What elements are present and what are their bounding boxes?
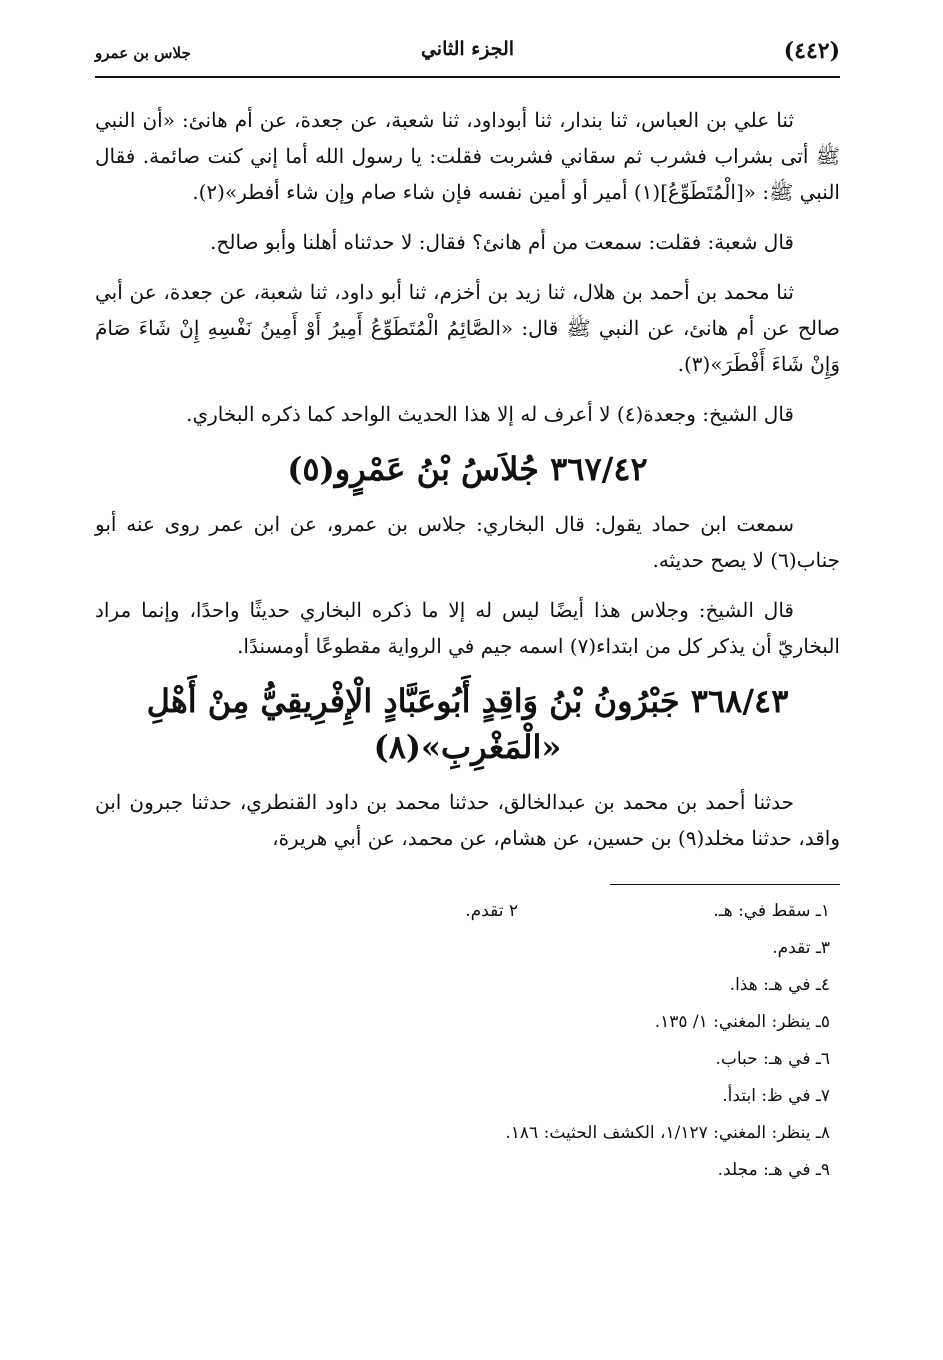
paragraph: قال شعبة: فقلت: سمعت من أم هانئ؟ فقال: لا حدثناه أهلنا وأبو صالح. — [210, 230, 794, 254]
part-title: الجزء الثاني — [420, 38, 515, 60]
footnote-7: ٧ـ في ظ: ابتدأ. — [722, 1086, 830, 1106]
paragraph: حدثنا أحمد بن محمد بن عبدالخالق، حدثنا محمد بن داود القنطري، حدثنا جبرون ابن واقد، حدثنا مخلد(٩) بن حسين، عن هشام، عن محمد، عن أبي هريرة، — [95, 790, 840, 850]
book-page — [95, 30, 840, 1330]
footnote-2: ٢ تقدم. — [465, 901, 518, 921]
footnote-1: ١ـ سقط في: هـ. — [713, 901, 830, 921]
footnote-3: ٣ـ تقدم. — [772, 938, 830, 958]
footnote-row — [95, 897, 830, 925]
footnote-8: ٨ـ ينظر: المغني: ١/١٢٧، الكشف الحثيث: ١٨٦. — [505, 1123, 830, 1143]
footnotes — [95, 897, 840, 1184]
footnote-5: ٥ـ ينظر: المغني: ١/ ١٣٥. — [654, 1012, 830, 1032]
paragraph: قال الشيخ: وجلاس هذا أيضًا ليس له إلا ما ذكره البخاري حديثًا واحدًا، وإنما مراد البخاريّ أن يذكر كل من ابتداء(٧) اسمه جيم في الرواية مقطوعًا أومسندًا. — [95, 598, 840, 658]
footnote-divider — [610, 884, 840, 885]
main-text — [95, 102, 840, 856]
page-number: (٤٤٢) — [783, 38, 840, 64]
paragraph: ثنا علي بن العباس، ثنا بندار، ثنا أبوداود، ثنا شعبة، عن جعدة، عن أم هانئ: «أن النبي ﷺ أتى بشراب فشرب ثم سقاني فشربت فقلت: يا رسول الله أما إني كنت صائمة. فقال النبي ﷺ: «[الْمُتَطَوِّعُ](١) أمير أو أمين نفسه فإن شاء صام وإن شاء أفطر»(٢). — [95, 108, 840, 204]
footnote-4: ٤ـ في هـ: هذا. — [729, 975, 830, 995]
footnote-9: ٩ـ في هـ: مجلد. — [717, 1160, 830, 1180]
page-header — [95, 30, 840, 78]
entry-heading-368: ٣٦٨/٤٣ جَبْرُونُ بْنُ وَاقِدٍ أَبُوعَبَّادٍ الْإِفْرِيقِيُّ مِنْ أَهْلِ «الْمَغْرِبِ»(٨) — [146, 682, 789, 766]
paragraph: قال الشيخ: وجعدة(٤) لا أعرف له إلا هذا الحديث الواحد كما ذكره البخاري. — [186, 402, 794, 426]
paragraph: سمعت ابن حماد يقول: قال البخاري: جلاس بن عمرو، عن ابن عمر روى عنه أبو جناب(٦) لا يصح حديثه. — [95, 512, 840, 572]
entry-heading-367: ٣٦٧/٤٢ جُلاَسُ بْنُ عَمْرٍو(٥) — [287, 450, 648, 488]
footnote-6: ٦ـ في هـ: حباب. — [715, 1049, 830, 1069]
paragraph: ثنا محمد بن أحمد بن هلال، ثنا زيد بن أخزم، ثنا أبو داود، ثنا شعبة، عن جعدة، عن أبي صالح عن أم هانئ، عن النبي ﷺ قال: «الصَّائِمُ الْمُتَطَوِّعُ أَمِيرُ أَوْ أَمِينُ نَفْسِهِ إِنْ شَاءَ صَامَ وَإِنْ شَاءَ أَفْطَرَ»(٣). — [95, 280, 840, 376]
running-title: جلاس بن عمرو — [95, 44, 191, 62]
